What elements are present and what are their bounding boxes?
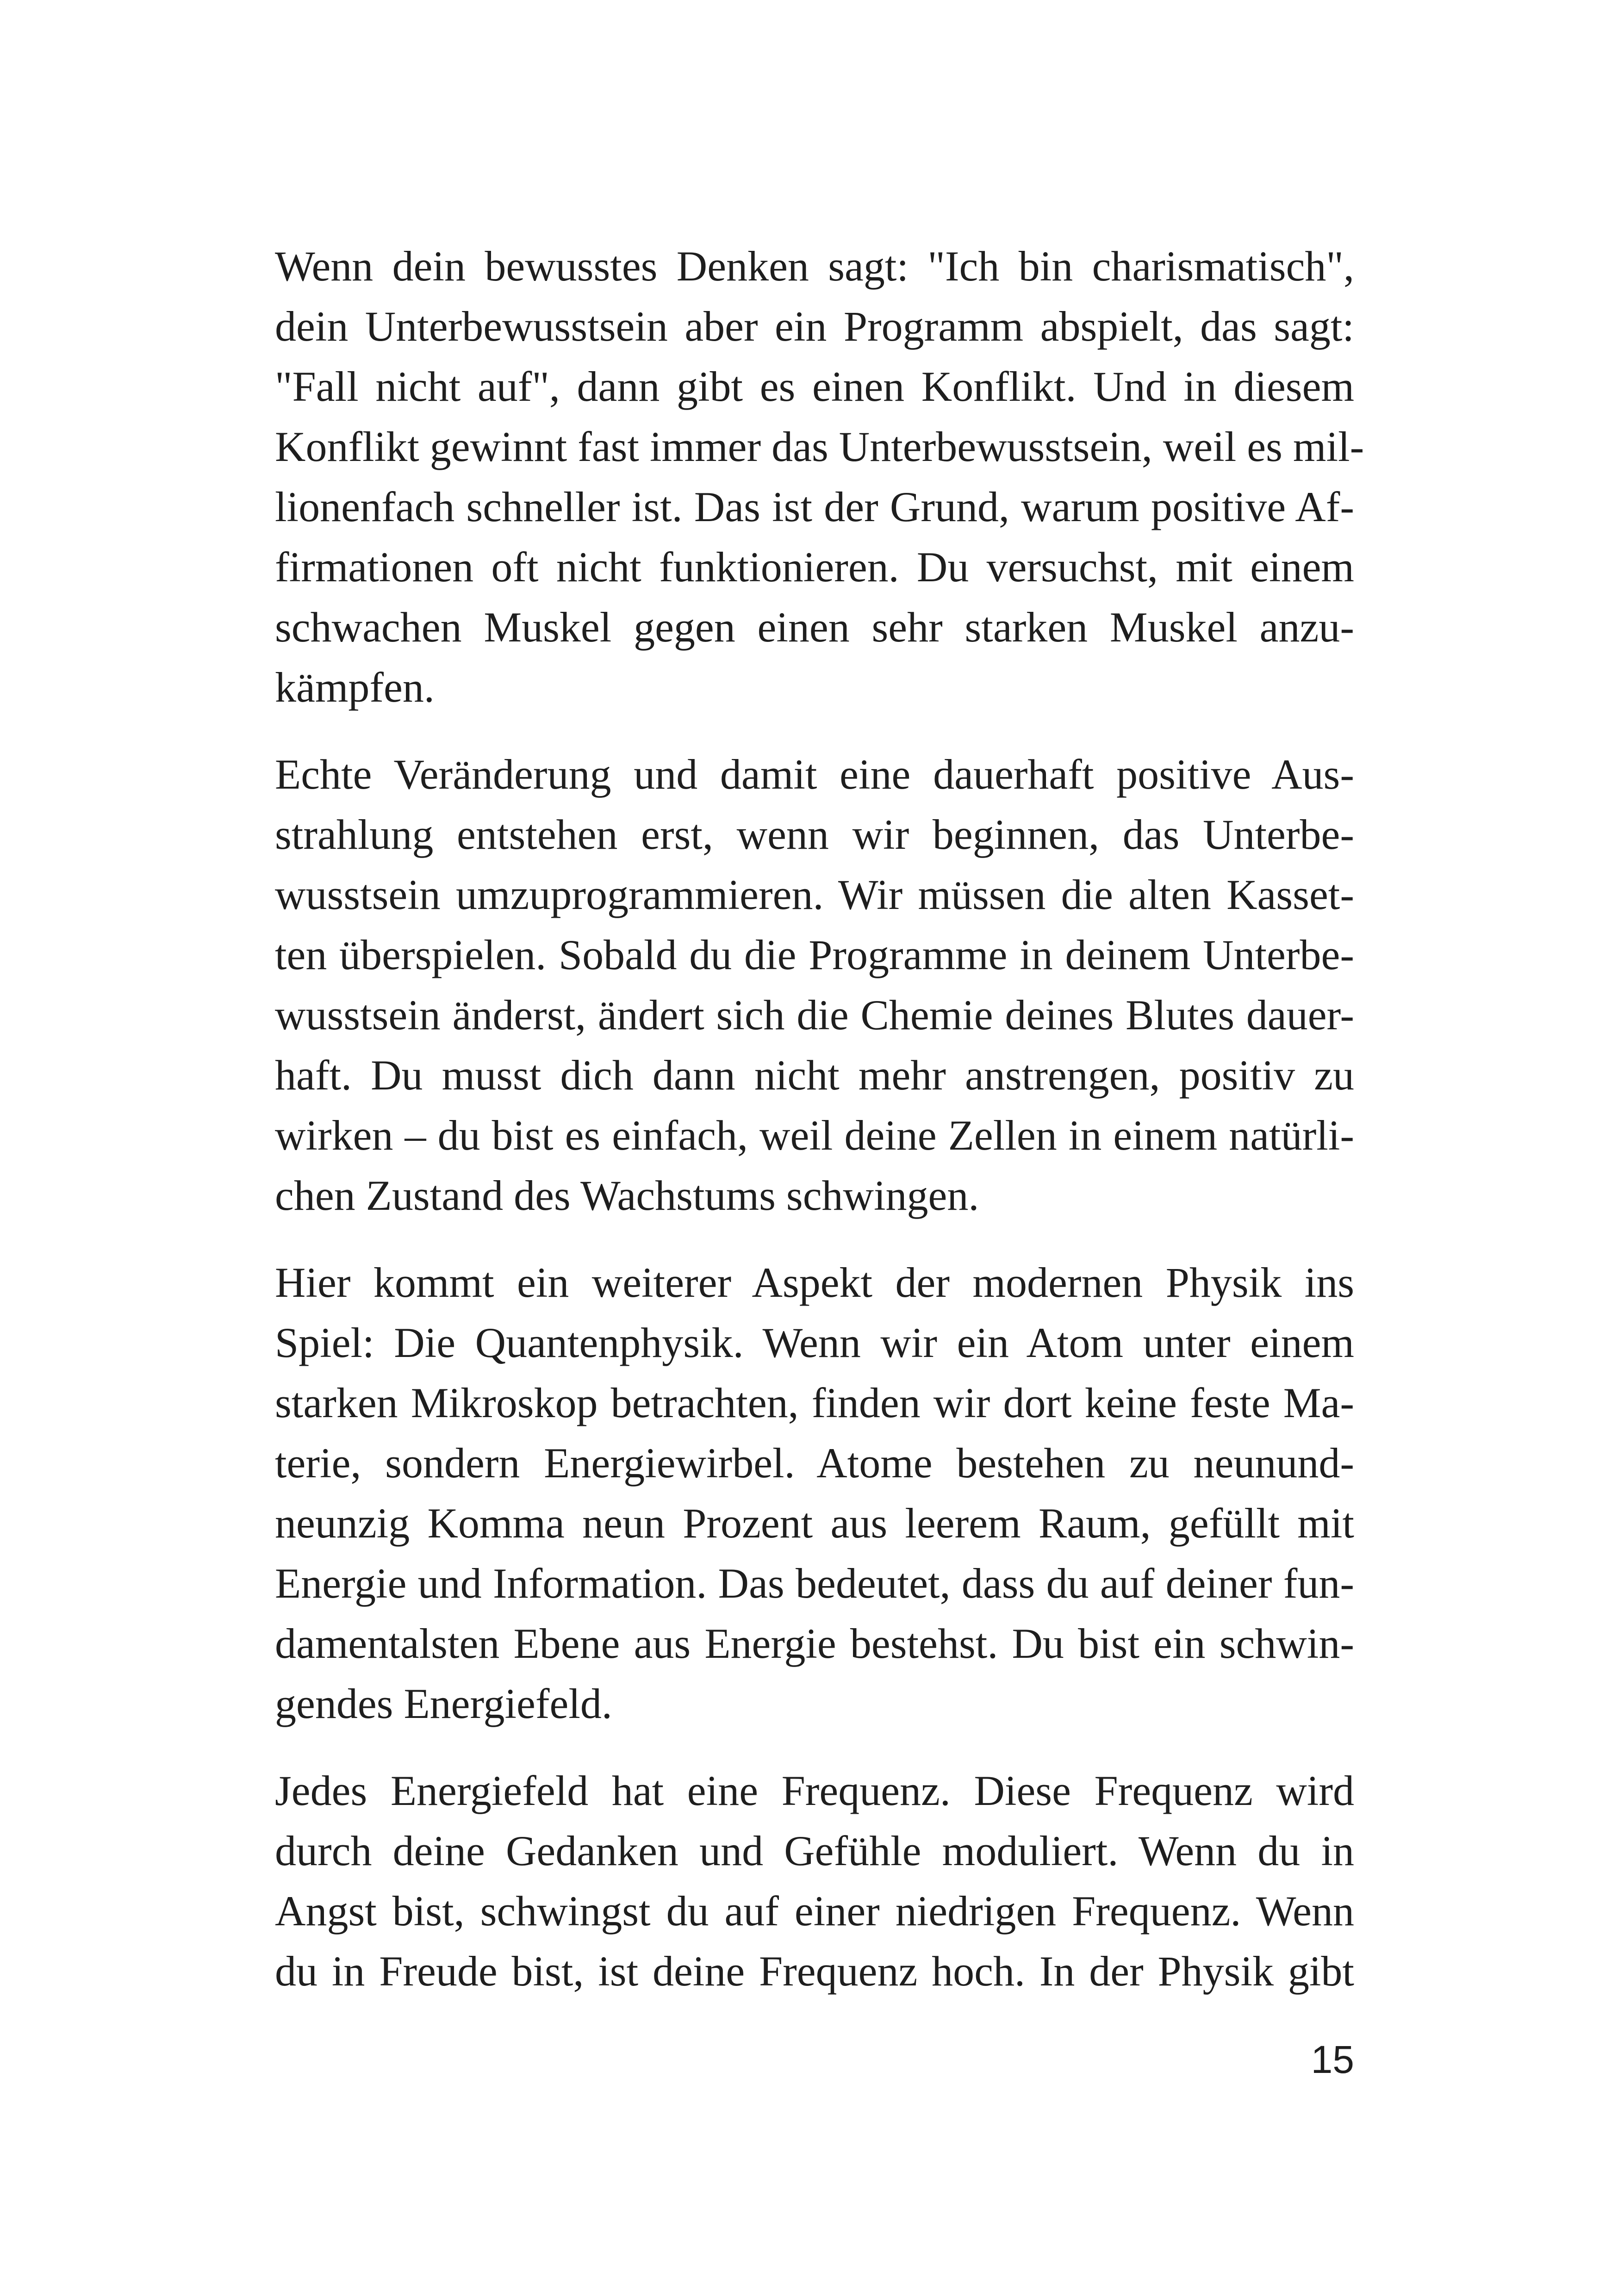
paragraph: [275, 236, 1364, 717]
text-line: wirken – du bist es einfach, weil deine Zellen in einem natürli-: [275, 1112, 1354, 1159]
text-line: Spiel: Die Quantenphysik. Wenn wir ein Atom unter einem: [275, 1319, 1354, 1366]
text-line: kämpfen.: [275, 664, 435, 711]
body-text: [275, 236, 1364, 2028]
text-line: schwachen Muskel gegen einen sehr starken Muskel anzu-: [275, 604, 1354, 651]
text-line: du in Freude bist, ist deine Frequenz hoch. In der Physik gibt: [275, 1948, 1354, 1995]
text-line: lionenfach schneller ist. Das ist der Grund, warum positive Af-: [275, 483, 1354, 530]
text-line: terie, sondern Energiewirbel. Atome bestehen zu neunund-: [275, 1439, 1354, 1487]
text-line: gendes Energiefeld.: [275, 1680, 612, 1727]
text-line: Energie und Information. Das bedeutet, dass du auf deiner fun-: [275, 1560, 1354, 1607]
text-line: wusstsein umzuprogrammieren. Wir müssen die alten Kasset-: [275, 871, 1354, 918]
paragraph: [275, 1761, 1354, 2001]
text-line: ten überspielen. Sobald du die Programme in deinem Unterbe-: [275, 931, 1354, 978]
text-line: haft. Du musst dich dann nicht mehr anstrengen, positiv zu: [275, 1052, 1354, 1099]
text-line: Hier kommt ein weiterer Aspekt der modernen Physik ins: [275, 1259, 1354, 1306]
text-line: neunzig Komma neun Prozent aus leerem Raum, gefüllt mit: [275, 1500, 1354, 1547]
paragraph: [275, 1252, 1354, 1734]
text-line: durch deine Gedanken und Gefühle moduliert. Wenn du in: [275, 1827, 1354, 1874]
paragraph: [275, 744, 1354, 1226]
text-line: Wenn dein bewusstes Denken sagt: "Ich bin charismatisch",: [275, 243, 1354, 290]
page-number: 15: [1311, 2038, 1354, 2081]
text-line: chen Zustand des Wachstums schwingen.: [275, 1172, 979, 1219]
text-line: Angst bist, schwingst du auf einer niedrigen Frequenz. Wenn: [275, 1887, 1354, 1935]
text-line: starken Mikroskop betrachten, finden wir dort keine feste Ma-: [275, 1379, 1354, 1426]
text-line: wusstsein änderst, ändert sich die Chemie deines Blutes dauer-: [275, 991, 1354, 1039]
text-line: "Fall nicht auf", dann gibt es einen Konflikt. Und in diesem: [275, 363, 1354, 410]
text-line: Jedes Energiefeld hat eine Frequenz. Diese Frequenz wird: [275, 1767, 1354, 1814]
text-line: strahlung entstehen erst, wenn wir beginnen, das Unterbe-: [275, 811, 1354, 858]
text-line: firmationen oft nicht funktionieren. Du versuchst, mit einem: [275, 543, 1354, 591]
text-line: Echte Veränderung und damit eine dauerhaft positive Aus-: [275, 751, 1354, 798]
text-line: dein Unterbewusstsein aber ein Programm abspielt, das sagt:: [275, 303, 1354, 350]
text-line: Konflikt gewinnt fast immer das Unterbewusstsein, weil es mil-: [275, 423, 1364, 470]
text-line: damentalsten Ebene aus Energie bestehst. Du bist ein schwin-: [275, 1620, 1354, 1667]
